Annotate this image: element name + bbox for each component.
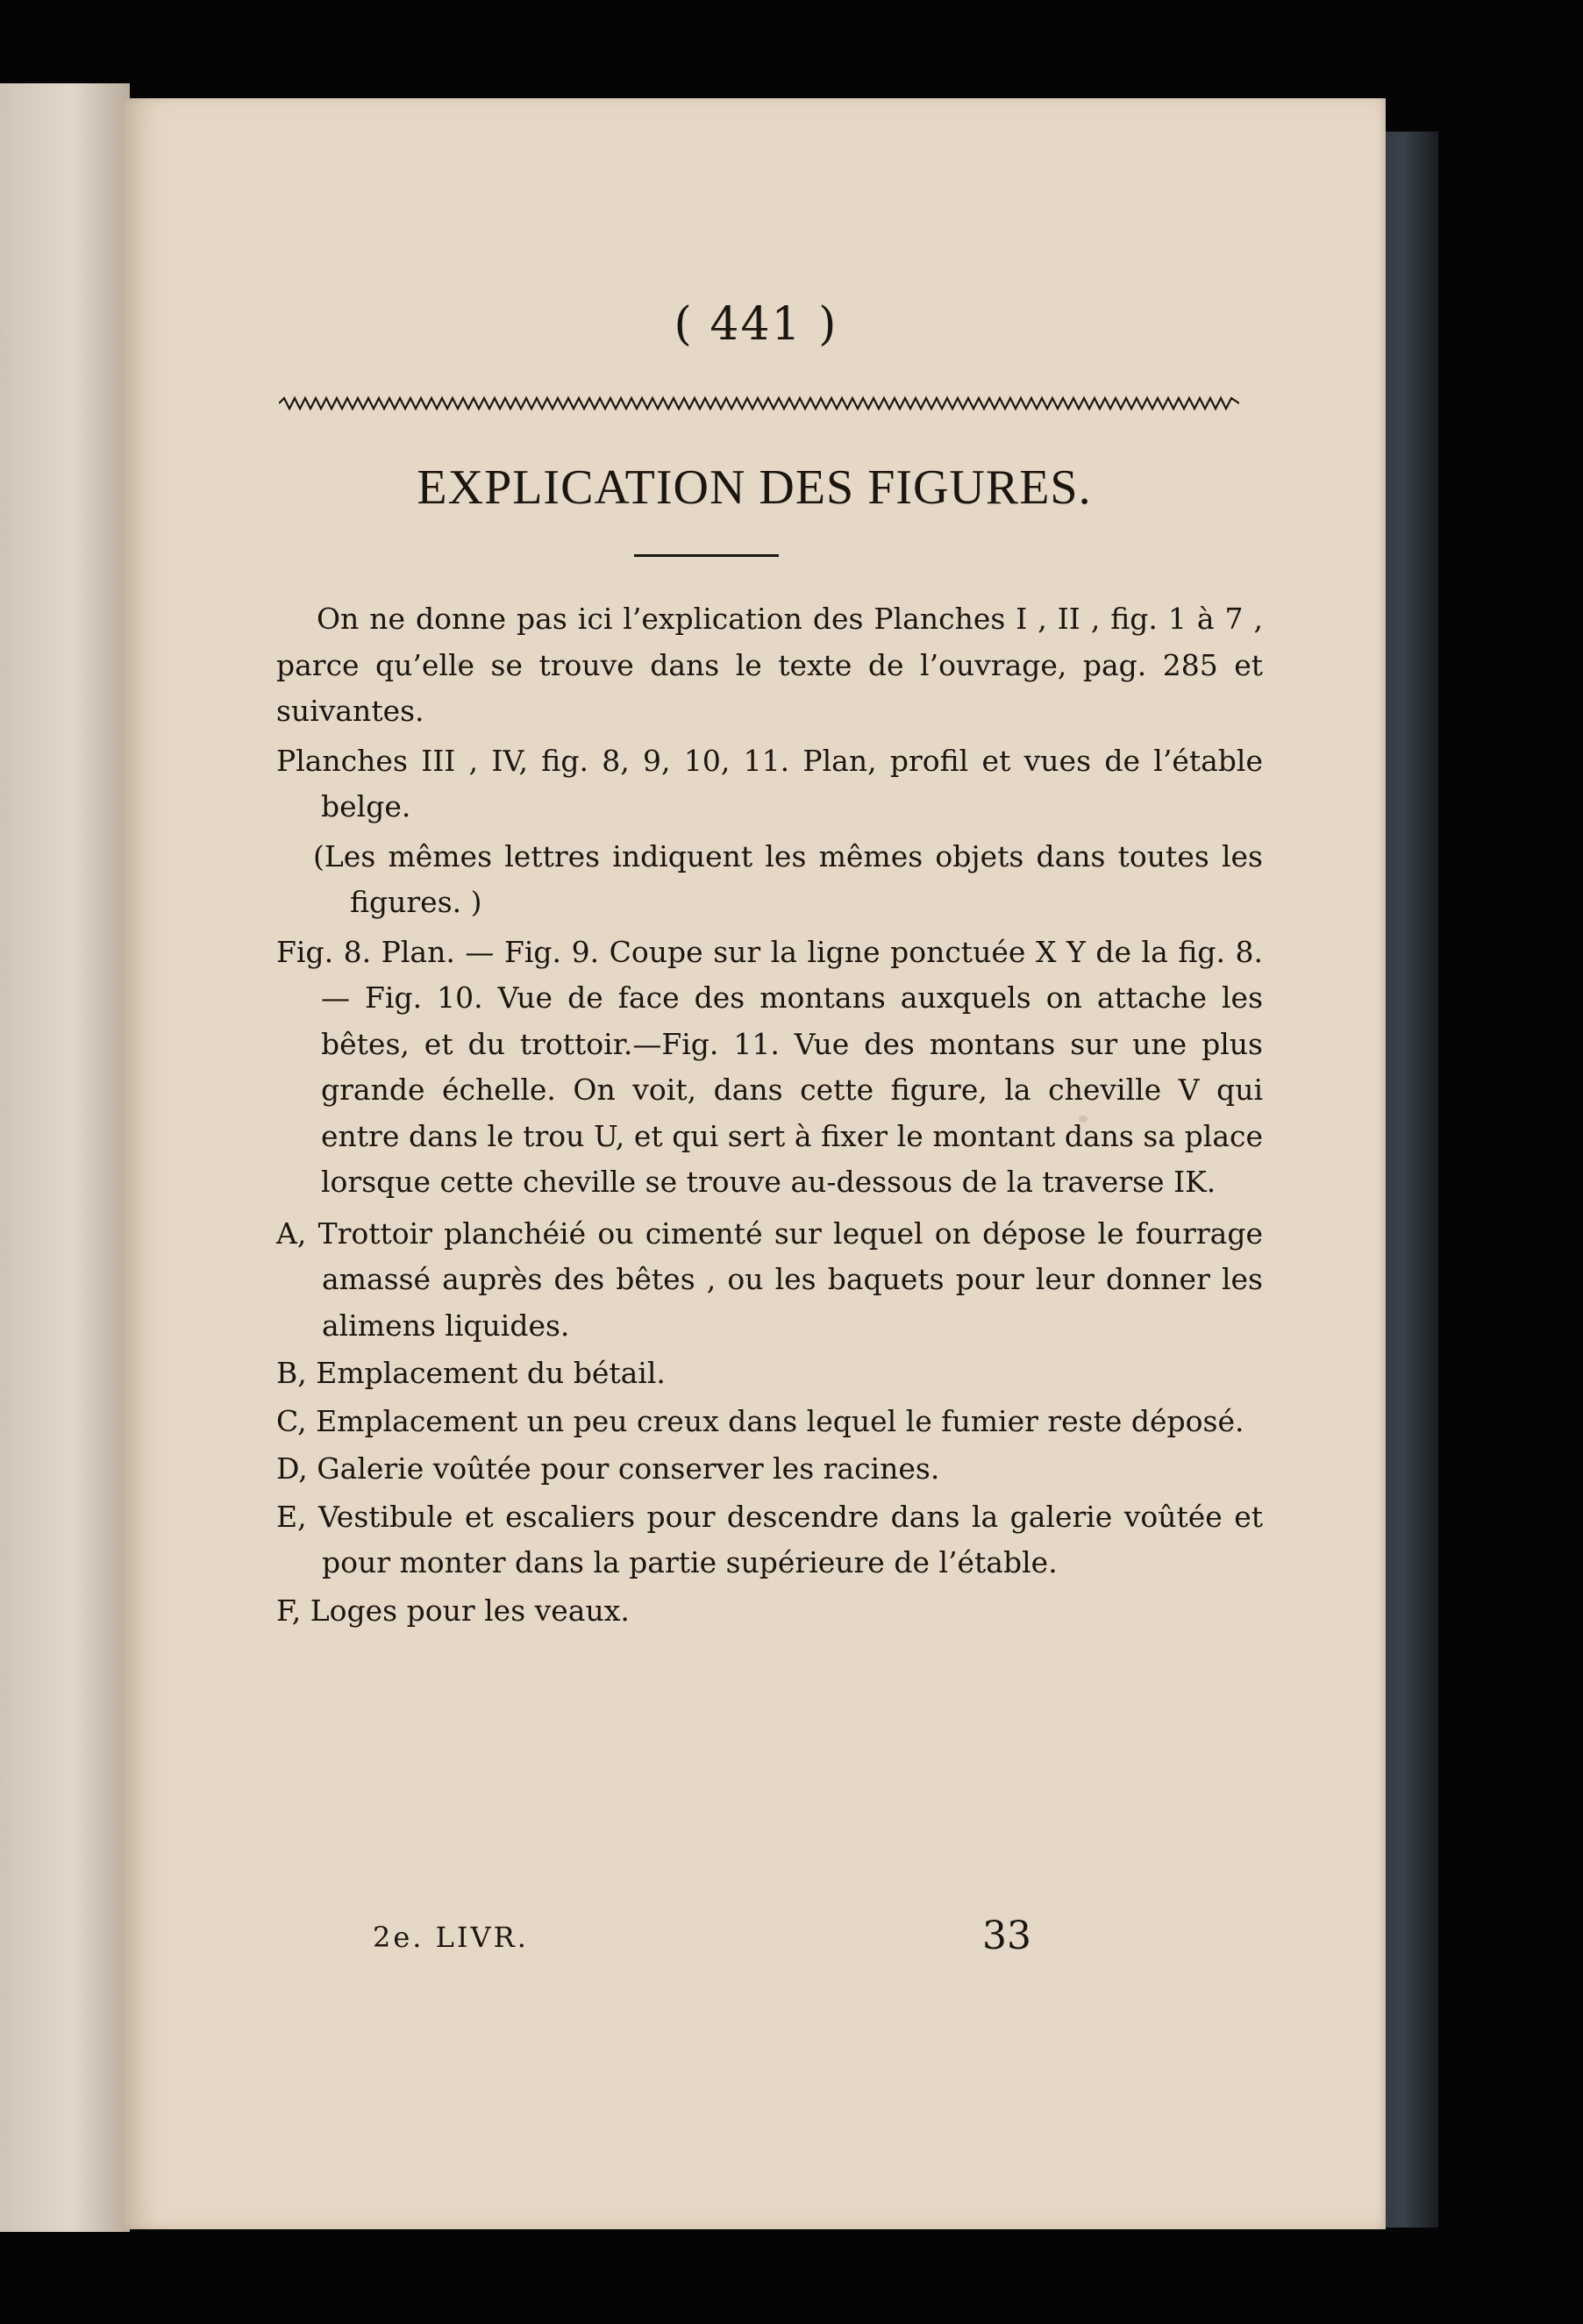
- section-title: EXPLICATION DES FIGURES.: [417, 460, 1092, 515]
- legend-letter: B,: [276, 1356, 307, 1390]
- legend-text: Emplacement un peu creux dans lequel le fumier reste déposé.: [316, 1403, 1244, 1438]
- intro-paragraph: On ne donne pas ici l’explication des Planches I , II , fig. 1 à 7 , parce qu’elle se trouve dans le texte de l’ouvrage, pag. 285 et suivantes.: [276, 602, 1263, 728]
- ornamental-rule: [279, 395, 1239, 412]
- planches-paragraph: Planches III , IV, fig. 8, 9, 10, 11. Plan, profil et vues de l’étable belge.: [276, 743, 1263, 823]
- legend-list: [276, 1211, 1263, 1635]
- legend-item: [276, 1351, 1263, 1397]
- legend-letter: D,: [276, 1451, 308, 1486]
- legend-item: [276, 1211, 1263, 1350]
- legend-text: Emplacement du bétail.: [316, 1356, 666, 1390]
- legend-item: [276, 1446, 1263, 1493]
- explanation-body: [276, 596, 1263, 1634]
- sheet-number: 33: [982, 1914, 1031, 1958]
- left-page-edge: [0, 83, 130, 2232]
- legend-text: Trottoir planchéié ou cimenté sur lequel on dépose le fourrage amassé auprès des bêtes , ou les baquets pour leur donner les alimens liquides.: [317, 1215, 1263, 1343]
- page-number: ( 441 ): [674, 298, 838, 351]
- legend-text: Vestibule et escaliers pour descendre dans la galerie voûtée et pour monter dans la partie supérieure de l’étable.: [318, 1499, 1263, 1579]
- legend-item: [276, 1588, 1263, 1635]
- legend-letter: C,: [276, 1403, 307, 1438]
- legend-item: [276, 1494, 1263, 1586]
- legend-text: Galerie voûtée pour conserver les racines.: [317, 1451, 940, 1486]
- legend-item: [276, 1399, 1263, 1445]
- figures-paragraph: Fig. 8. Plan. — Fig. 9. Coupe sur la ligne ponctuée X Y de la fig. 8. — Fig. 10. Vue de face des montans auxquels on attache les bêtes, et du trottoir.—Fig. 11. Vue des montans sur une plus grande échelle. On voit, dans cette figure, la cheville V qui entre dans le trou U, et qui sert à fixer le montant dans sa place lorsque cette cheville se trouve au-dessous de la traverse IK.: [276, 934, 1263, 1199]
- legend-letter: E,: [276, 1499, 307, 1534]
- legend-letter: F,: [276, 1593, 302, 1628]
- legend-letter: A,: [276, 1215, 307, 1251]
- note-paragraph: (Les mêmes lettres indiquent les mêmes objets dans toutes les figures. ): [313, 838, 1263, 919]
- legend-text: Loges pour les veaux.: [310, 1593, 630, 1628]
- book-page: [123, 98, 1386, 2229]
- title-divider: [634, 554, 779, 557]
- signature-mark: 2e. LIVR.: [373, 1921, 529, 1954]
